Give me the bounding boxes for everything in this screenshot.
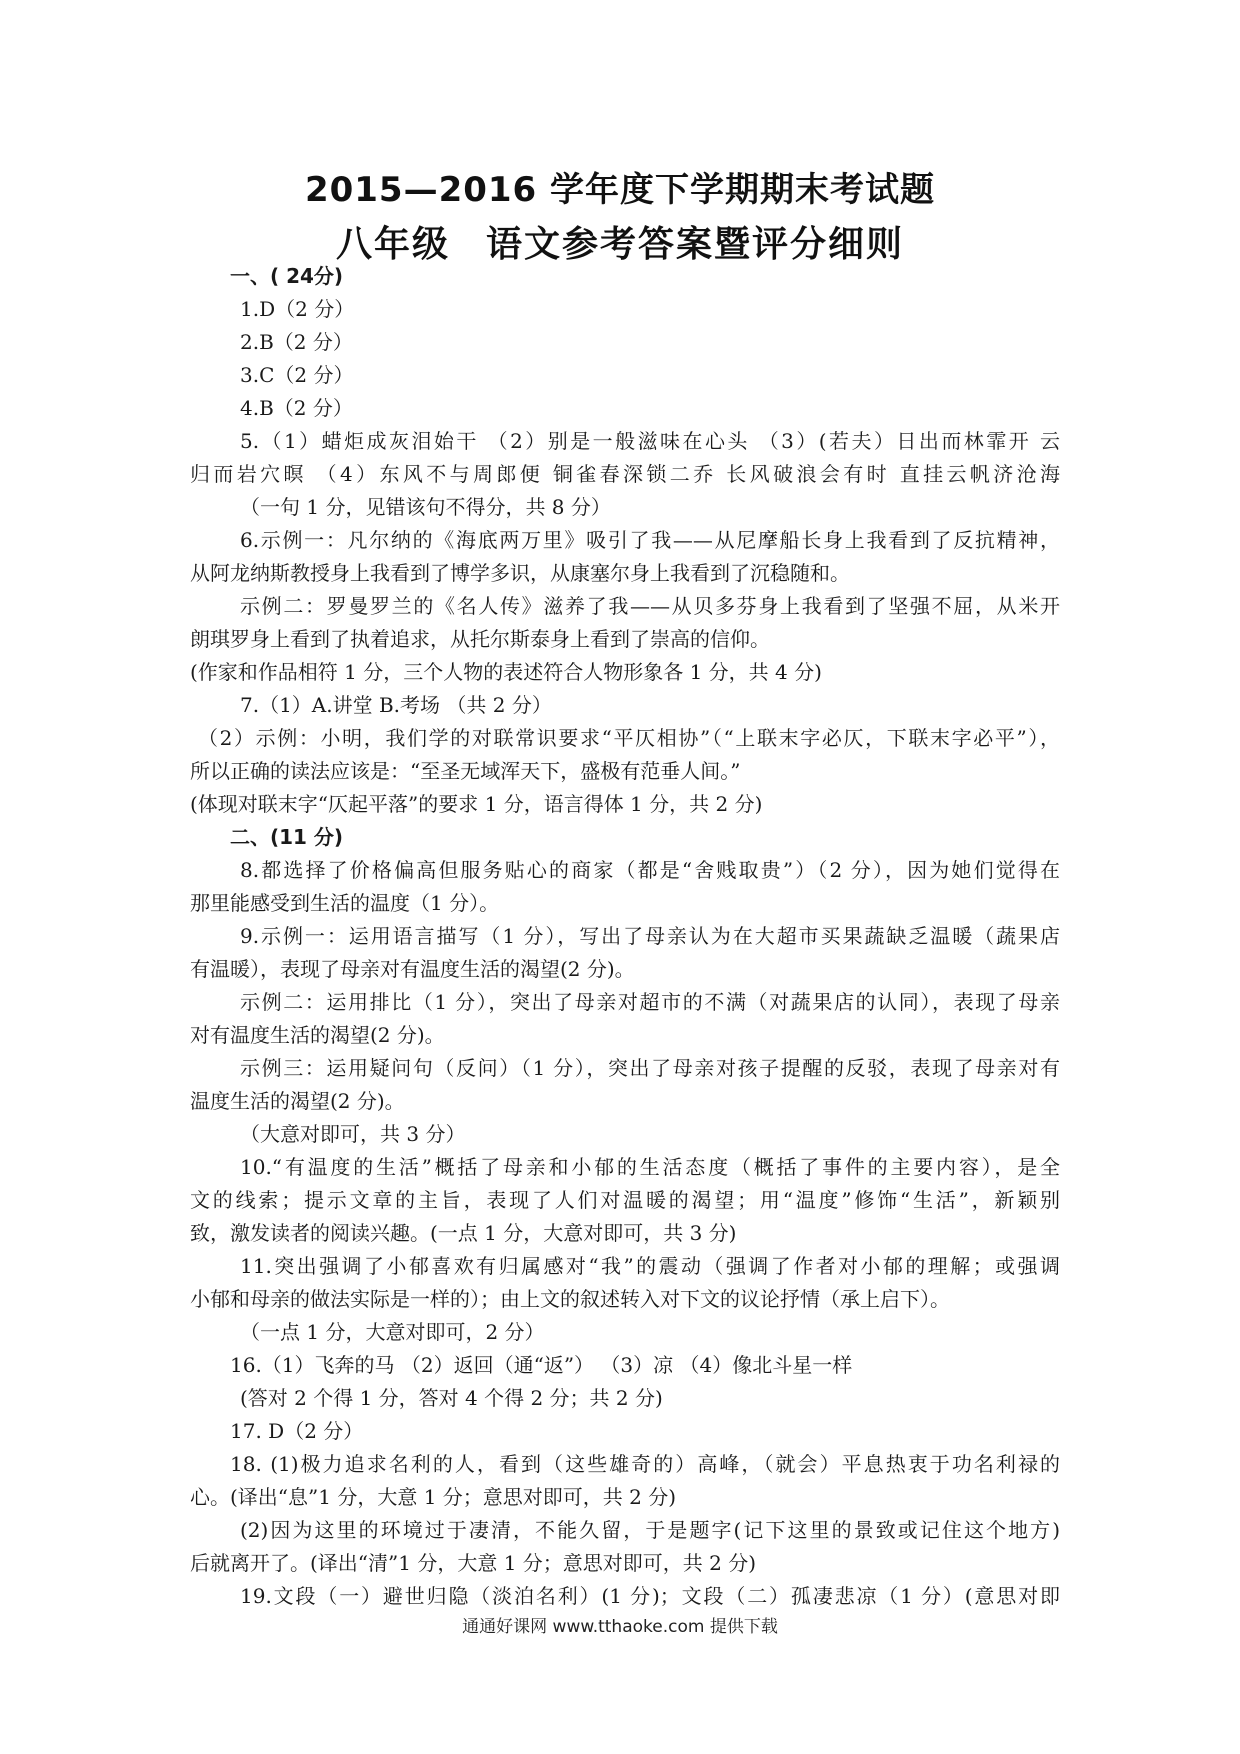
answer-line: 从阿龙纳斯教授身上我看到了博学多识，从康塞尔身上我看到了沉稳随和。 bbox=[190, 561, 850, 585]
answer-line: （一点 1 分，大意对即可，2 分） bbox=[240, 1320, 545, 1344]
answer-line: 朗琪罗身上看到了执着追求，从托尔斯泰身上看到了崇高的信仰。 bbox=[190, 627, 770, 651]
answer-line: 致，激发读者的阅读兴趣。(一点 1 分，大意对即可，共 3 分) bbox=[190, 1221, 737, 1245]
answer-line: 示例三：运用疑问句（反问）（1 分），突出了母亲对孩子提醒的反驳，表现了母亲对有 bbox=[240, 1056, 1060, 1080]
answer-content bbox=[190, 260, 1060, 1613]
answer-line: 示例二：罗曼罗兰的《名人传》滋养了我——从贝多芬身上我看到了坚强不屈，从米开 bbox=[240, 594, 1060, 618]
answer-line: 2.B（2 分） bbox=[240, 330, 353, 354]
answer-line: 文的线索；提示文章的主旨，表现了人们对温暖的渴望；用“温度”修饰“生活”，新颖别 bbox=[190, 1188, 1060, 1212]
answer-line: 对有温度生活的渴望(2 分)。 bbox=[190, 1023, 445, 1047]
answer-line: (体现对联末字“仄起平落”的要求 1 分，语言得体 1 分，共 2 分) bbox=[190, 792, 763, 816]
answer-line: 19.文段（一）避世归隐（淡泊名利）(1 分)；文段（二）孤凄悲凉（1 分）(意思对即 bbox=[240, 1584, 1060, 1608]
answer-line: 7.（1）A.讲堂 B.考场 （共 2 分） bbox=[240, 693, 552, 717]
section-heading-1: 一、( 24分) bbox=[230, 264, 344, 288]
answer-line: 5.（1）蜡炬成灰泪始干 （2）别是一般滋味在心头 （3）(若夫）日出而林霏开 云 bbox=[240, 429, 1060, 453]
answer-line: (答对 2 个得 1 分，答对 4 个得 2 分；共 2 分) bbox=[240, 1386, 663, 1410]
grade-label: 八年级 bbox=[335, 224, 450, 265]
answer-line: 有温暖），表现了母亲对有温度生活的渴望(2 分)。 bbox=[190, 957, 635, 981]
answer-line: 示例二：运用排比（1 分），突出了母亲对超市的不满（对蔬果店的认同），表现了母亲 bbox=[240, 990, 1060, 1014]
exam-title: 2015—2016 学年度下学期期末考试题 bbox=[304, 170, 936, 210]
subject-label: 语文参考答案暨评分细则 bbox=[486, 224, 905, 265]
answer-line: 3.C（2 分） bbox=[240, 363, 354, 387]
answer-line: 小郁和母亲的做法实际是一样的）；由上文的叙述转入对下文的议论抒情（承上启下）。 bbox=[190, 1287, 950, 1311]
answer-line: （一句 1 分，见错该句不得分，共 8 分） bbox=[240, 495, 611, 519]
answer-line: 9.示例一：运用语言描写（1 分），写出了母亲认为在大超市买果蔬缺乏温暖（蔬果店 bbox=[240, 924, 1060, 948]
answer-line: 8.都选择了价格偏高但服务贴心的商家（都是“舍贱取贵”）（2 分），因为她们觉得在 bbox=[240, 858, 1060, 882]
answer-line: 所以正确的读法应该是：“至圣无域浑天下，盛极有范垂人间。” bbox=[190, 759, 741, 783]
answer-line: 后就离开了。(译出“清”1 分，大意 1 分；意思对即可，共 2 分) bbox=[190, 1551, 757, 1575]
answer-line: 1.D（2 分） bbox=[240, 297, 355, 321]
answer-line: 温度生活的渴望(2 分)。 bbox=[190, 1089, 405, 1113]
section-heading-2: 二、(11 分) bbox=[230, 825, 344, 849]
answer-line: 4.B（2 分） bbox=[240, 396, 353, 420]
answer-line: (作家和作品相符 1 分，三个人物的表述符合人物形象各 1 分，共 4 分) bbox=[190, 660, 822, 684]
answer-line: 11.突出强调了小郁喜欢有归属感对“我”的震动（强调了作者对小郁的理解；或强调 bbox=[240, 1254, 1060, 1278]
answer-line: 18. (1)极力追求名利的人，看到（这些雄奇的）高峰，（就会）平息热衷于功名利禄的 bbox=[230, 1452, 1060, 1476]
download-footer: 通通好课网 www.tthaoke.com 提供下载 bbox=[462, 1617, 778, 1637]
answer-line: 心。(译出“息”1 分，大意 1 分；意思对即可，共 2 分) bbox=[190, 1485, 677, 1509]
answer-line: （2）示例：小明，我们学的对联常识要求“平仄相协”（“上联末字必仄，下联末字必平”）， bbox=[198, 726, 1060, 750]
answer-line: 10.“有温度的生活”概括了母亲和小郁的生活态度（概括了事件的主要内容），是全 bbox=[240, 1155, 1060, 1179]
answer-line: 那里能感受到生活的温度（1 分）。 bbox=[190, 891, 500, 915]
answer-line: 6.示例一：凡尔纳的《海底两万里》吸引了我——从尼摩船长身上我看到了反抗精神， bbox=[240, 528, 1060, 552]
answer-line: 16.（1）飞奔的马 （2）返回（通“返”） （3）凉 （4）像北斗星一样 bbox=[230, 1353, 853, 1377]
answer-line: （大意对即可，共 3 分） bbox=[240, 1122, 466, 1146]
answer-line: 17. D（2 分） bbox=[230, 1419, 364, 1443]
answer-line: 归而岩穴暝 （4）东风不与周郎便 铜雀春深锁二乔 长风破浪会有时 直挂云帆济沧海 bbox=[190, 462, 1060, 486]
answer-line: (2)因为这里的环境过于凄清，不能久留，于是题字(记下这里的景致或记住这个地方) bbox=[240, 1518, 1060, 1542]
